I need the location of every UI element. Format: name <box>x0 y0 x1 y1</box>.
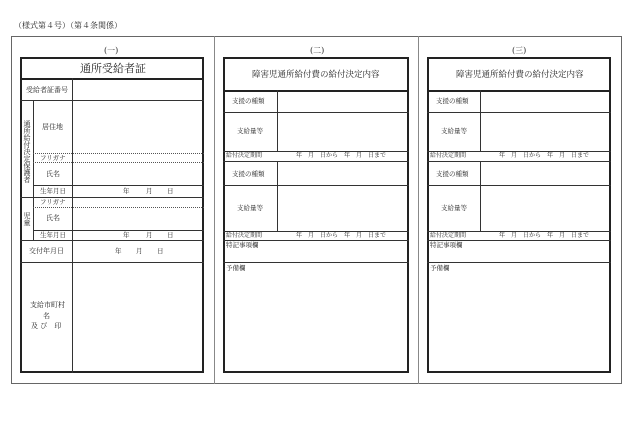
title-rule <box>427 90 611 92</box>
row-line <box>427 161 611 162</box>
child-name-label: 氏名 <box>46 214 60 222</box>
certificate-number-label: 受給者証番号 <box>26 86 68 94</box>
page-divider-1 <box>214 36 215 384</box>
guardian-birth-day: 日 <box>167 187 174 195</box>
page-three-title: 障害児通所給付費の給付決定内容 <box>456 70 584 80</box>
guardian-furigana-label: フリガナ <box>40 154 66 162</box>
row-line <box>427 112 611 113</box>
page-divider-2 <box>418 36 419 384</box>
label-col-line <box>480 161 481 231</box>
child-group-label: 児童 <box>23 212 31 226</box>
row-line <box>20 100 204 101</box>
row-line <box>20 240 204 241</box>
part-label-3: (三) <box>512 46 527 55</box>
part-label-2: (二) <box>310 46 325 55</box>
guardian-birthdate-label: 生年月日 <box>40 187 66 195</box>
page-title: 通所受給者証 <box>80 62 146 75</box>
support-type-label-b: 支援の種類 <box>232 170 265 178</box>
guardian-group-label: 通所給付決定保護者 <box>23 120 31 183</box>
period-label-b: 給付決定期間 <box>226 232 263 239</box>
label-col-line <box>480 90 481 151</box>
municipality-name-label: 名 <box>43 312 50 320</box>
reserve-label: 予備欄 <box>226 264 246 272</box>
title-rule <box>20 78 204 80</box>
row-line <box>427 185 611 186</box>
issue-day: 日 <box>157 247 164 255</box>
label-col-line <box>277 90 278 151</box>
row-line <box>20 262 204 263</box>
municipality-label: 支給市町村 <box>30 301 65 309</box>
address-label: 居住地 <box>42 123 63 131</box>
label-col-line <box>72 100 73 197</box>
group-col-line <box>33 100 34 197</box>
amount-label-a: 支給量等 <box>237 127 263 135</box>
child-birthdate-label: 生年月日 <box>40 231 66 239</box>
row-line <box>223 185 409 186</box>
period-label-a: 給付決定期間 <box>430 152 467 159</box>
special-notes-label: 特記事項欄 <box>226 241 259 249</box>
period-value-a: 年 月 日から 年 月 日まで <box>499 152 590 159</box>
dotted-line <box>33 207 204 208</box>
issue-month: 月 <box>136 247 143 255</box>
row-line <box>427 262 611 263</box>
period-label-b: 給付決定期間 <box>430 232 467 239</box>
child-birth-month: 月 <box>146 231 153 239</box>
label-col-line <box>72 240 73 373</box>
reserve-label: 予備欄 <box>430 264 450 272</box>
period-value-a: 年 月 日から 年 月 日まで <box>296 152 387 159</box>
special-notes-label: 特記事項欄 <box>430 241 463 249</box>
row-line <box>33 185 204 186</box>
part-label-1: (一) <box>104 46 119 55</box>
page-two-title: 障害児通所給付費の給付決定内容 <box>252 70 380 80</box>
label-col-line <box>72 197 73 240</box>
guardian-name-label: 氏名 <box>46 170 60 178</box>
child-birth-day: 日 <box>167 231 174 239</box>
seal-label: 及 び 印 <box>31 322 62 330</box>
dotted-line <box>33 162 204 163</box>
form-number: （様式第４号）（第４条関係） <box>14 21 122 30</box>
support-type-label-a: 支援の種類 <box>436 97 469 105</box>
title-rule <box>223 90 409 92</box>
guardian-birth-year: 年 <box>123 187 130 195</box>
amount-label-a: 支給量等 <box>441 127 467 135</box>
child-furigana-label: フリガナ <box>40 198 66 206</box>
issue-date-label: 交付年月日 <box>29 247 64 255</box>
support-type-label-a: 支援の種類 <box>232 97 265 105</box>
period-value-b: 年 月 日から 年 月 日まで <box>296 232 387 239</box>
row-line <box>223 112 409 113</box>
amount-label-b: 支給量等 <box>237 204 263 212</box>
period-value-b: 年 月 日から 年 月 日まで <box>499 232 590 239</box>
label-col-line <box>72 78 73 100</box>
support-type-label-b: 支援の種類 <box>436 170 469 178</box>
row-line <box>223 262 409 263</box>
row-line <box>223 161 409 162</box>
child-birth-year: 年 <box>123 231 130 239</box>
period-label-a: 給付決定期間 <box>226 152 263 159</box>
guardian-birth-month: 月 <box>146 187 153 195</box>
label-col-line <box>277 161 278 231</box>
amount-label-b: 支給量等 <box>441 204 467 212</box>
group-col-line <box>33 197 34 240</box>
issue-year: 年 <box>115 247 122 255</box>
